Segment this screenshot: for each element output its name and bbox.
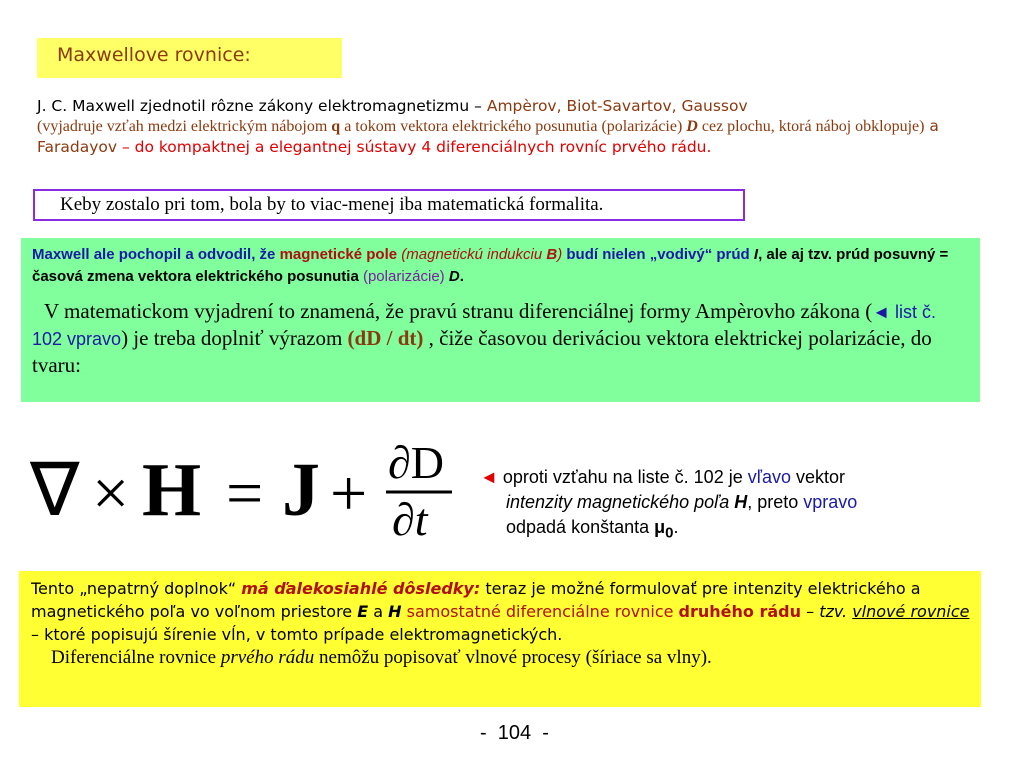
- left-arrow-icon: ◄: [480, 467, 498, 487]
- h-vector: H: [142, 448, 202, 532]
- plus-symbol: +: [330, 457, 368, 530]
- gauss-explanation: (vyjadruje vzťah medzi elektrickým nábojom q a tokom vektora elektrického posunutia (polarizácie) D cez plochu, ktorá náboj obklopuje): [37, 118, 925, 135]
- nabla-symbol: ∇: [30, 450, 80, 532]
- equals-symbol: =: [226, 457, 264, 530]
- green-paragraph-1: Maxwell ale pochopil a odvodil, že magnetické pole (magnetickú indukciu B) budí nielen „vodivý“ prúd I, ale aj tzv. prúd posuvný = časová zmena vektora elektrického posunutia (polarizácie) D.: [32, 246, 949, 285]
- yellow-paragraph-2: Diferenciálne rovnice prvého rádu nemôžu popisovať vlnové procesy (šíriace sa vlny).: [51, 647, 712, 668]
- ampere-maxwell-equation: [30, 440, 470, 540]
- intro-paragraph: J. C. Maxwell zjednotil rôzne zákony elektromagnetizmu – Ampèrov, Biot-Savartov, Gaussov (vyjadruje vzťah medzi elektrickým nábojom q a tokom vektora elektrického posunutia (polarizácie) D cez plochu, ktorá náboj obklopuje) a Faradayov – do kompaktnej a elegantnej sústavy 4 diferenciálnych rovníc prvého rádu.: [37, 97, 939, 156]
- yellow-highlight-box: [19, 571, 981, 707]
- page-number: - 104 -: [480, 722, 549, 744]
- formula-note: ◄ oproti vzťahu na liste č. 102 je vľavo vektor intenzity magnetického poľa H, preto vpravo odpadá konštanta $\mu_0$.: [480, 467, 858, 542]
- slide-title: Maxwellove rovnice:: [37, 38, 342, 78]
- j-vector: J: [282, 448, 320, 532]
- green-highlight-box: [21, 238, 980, 402]
- yellow-paragraph-1: Tento „nepatrný doplnok“ má ďalekosiahlé dôsledky: teraz je možné formulovať pre intenzity elektrického a magnetického poľa vo voľnom priestore E a H samostatné diferenciálne rovnice druhého rádu – tzv. vlnové rovnice – ktoré popisujú šírenie vĺn, v tomto prípade elektromagnetických.: [31, 579, 970, 644]
- green-paragraph-2: V matematickom vyjadrení to znamená, že pravú stranu diferenciálnej formy Ampèrovho zákona (◄ list č. 102 vpravo) je treba doplniť výrazom (dD / dt) , čiže časovou deriváciou vektora elektrickej polarizácie, do tvaru:: [32, 299, 937, 377]
- cross-symbol: ×: [92, 457, 130, 530]
- fraction-denominator: ∂t: [392, 494, 428, 540]
- formality-note: Keby zostalo pri tom, bola by to viac-menej iba matematická formalita.: [33, 189, 745, 221]
- fraction-numerator: ∂D: [388, 440, 444, 488]
